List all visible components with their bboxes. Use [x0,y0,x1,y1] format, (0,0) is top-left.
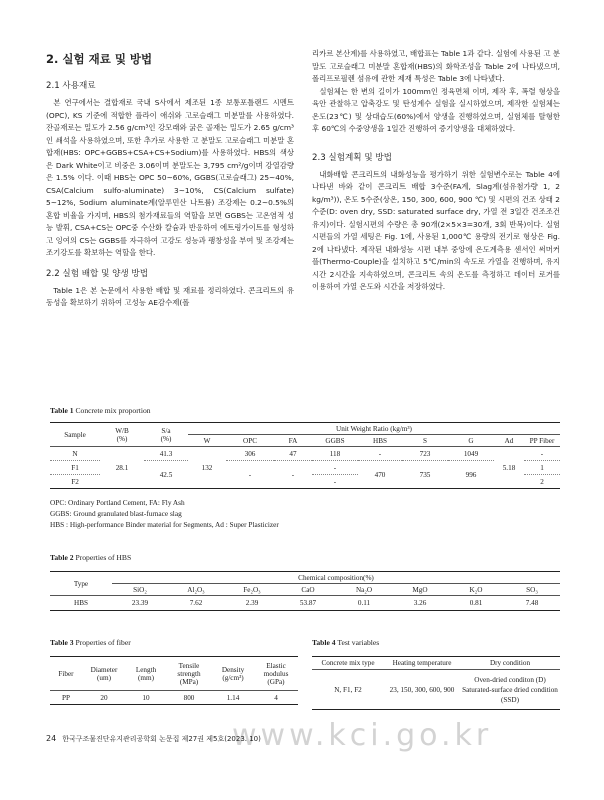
table1: Sample W/B (%) S/a (%) Unit Weight Ratio (kg/m³) W OPC FA GGBS HBS S G Ad PP Fiber N 28.1 41.3 132 306 47 118 - 723 1049 5.18 - F1 42.5 - - - 470 735 996 1 F2 - 2 [50,422,560,489]
table1-caption: Table 1 Concrete mix proportion [50,406,151,415]
watermark: www.kci.go.kr [232,718,493,753]
right-column [312,48,560,294]
paragraph-specimen: 실험체는 한 변의 길이가 100mm인 정육면체 이며, 제작 후, 폭렬 형상을 육안 관찰하고 압축강도 및 탄성계수 실험을 실시하였으며, 제작한 실험체는 온도(23℃) 및 상대습도(60%)에서 양생을 진행하였으며, 실험체를 탈형한 후 60℃의 수중양생을 1일간 진행하여 증기양생을 대체하였다. [312,86,560,133]
t1-h-sample: Sample [50,423,100,447]
subsection-title-2-1: 2.1 사용재료 [46,81,96,91]
table3: Fiber Diameter (um) Length (mm) Tensile strength (MPa) Density (g/cm³) Elastic modulus (GPa) PP 20 10 800 1.14 4 [50,656,298,705]
journal-name: 한국구조물진단유지관리공학회 논문집 제27권 제5호(2023. 10) [62,735,261,743]
page-footer [46,734,261,744]
paragraph-materials: 본 연구에서는 결합재로 국내 S사에서 제조된 1종 보통포틀랜드 시멘트(OPC), KS 기준에 적합한 플라이 애쉬와 고로슬래그 미분말를 사용하였다. 잔골재로는 밀도가 2.56 g/cm³인 강모래와 굵은 골재는 밀도가 2.65 g/cm³인 쇄석을 사용하였으며, 또한 추가로 사용한 고 분말도 고로슬래그 미분말 혼합재(HBS: OPC+GGBS+CSA+CS+Sodium)를 사용하였다. HBS의 색상은 Dark White이고 비중은 3.06이며 분말도는 3,795 cm²/g이며 강열감량은 1.5% 이다. 이때 HBS는 OPC 50~60%, GGBS(고로슬래그) 25~40%, CSA(Calcium sulfo-aluminate) 3~10%, CS(Calcium sulfate) 5~12%, Sodium aluminate계(알루민산 나트륨) 조강제는 0.2~0.5%의 혼합 비율을 가지며, HBS의 첨가재료들의 역할을 보면 GGBS는 고온염적 성능 발휘, CSA+CS는 OPC중 수산화 칼슘과 반응하여 에트링가이트를 형성하고 잉여의 CS는 GGBS를 자극하여 고강도 성능과 팽창성을 부여 및 조강제는 조기강도를 확보하는 역할을 한다. [46,98,294,257]
subsection-title-2-3: 2.3 실험계획 및 방법 [312,152,392,163]
t3-row-pp: PP 20 10 800 1.14 4 [50,691,298,705]
t1-row-f2: F2 - 2 [50,475,560,489]
subsection-title-2-2: 2.2 실험 배합 및 양생 방법 [46,268,149,279]
table3-caption: Table 3 Properties of fiber [50,638,131,647]
t4-row: N, F1, F2 23, 150, 300, 600, 900 Oven-dried conditon (D) Saturated-surface dried condition (SSD) [312,670,560,710]
t2-row-hbs: HBS 23.39 7.62 2.39 53.87 0.11 3.26 0.81 7.48 [50,596,560,611]
paragraph-mix-cont: 리카르 본산계)를 사용하였고, 배합표는 Table 1과 같다. 실험에 사용된 고 분말도 고로슬래그 미분말 혼합재(HBS)의 화학조성을 Table 2에 나타냈으며, 폴리프로필렌 섬유에 관한 제재 특성은 Table 3에 나타냈다. [312,49,560,83]
table2: Type Chemical composition(%) SiO₂ Al₂O₃ Fe₂O₃ CaO Na₂O MgO K₂O SO₃ HBS 23.39 7.62 2.39 53.87 0.11 3.26 0.81 7.48 [50,571,560,611]
t1-row-n: N 28.1 41.3 132 306 47 118 - 723 1049 5.18 - [50,447,560,461]
table4-caption: Table 4 Test variables [312,638,380,647]
table2-caption: Table 2 Properties of HBS [50,553,132,562]
paragraph-test-plan: 내화배합 콘크리트의 내화성능을 평가하기 위한 실험변수로는 Table 4에 나타낸 바와 같이 콘크리트 배합 3수준(FA계, Slag계(섬유첨가량 1, 2 kg/m³)), 온도 5수준(상온, 150, 300, 600, 900 ℃) 및 시편의 건조 상태 2수준(D: oven dry, SSD: saturated surface dry, 가열 전 3일간 건조조건 유지)이다. 실험시편의 수량은 총 90개(2×5×3=30개, 3회 반복)이다. 실험시편들의 가열 세팅은 Fig. 1에, 사용된 1,000℃ 용량의 전기로 형상은 Fig. 2에 나타냈다. 제작된 내화성능 시편 내부 중앙에 온도계측용 센서인 써머커플(Thermo-Couple)을 설치하고 5℃/min의 속도로 가열을 진행하며, 유지시간 2시간을 지속하였으며, 콘크리트 속의 온도를 측정하고 데이터 로거를 이용하여 가열 온도와 시간을 저장하였다. [312,169,560,291]
t1-row-f1: F1 42.5 - - - 470 735 996 1 [50,461,560,475]
page-number: 24 [46,734,57,743]
table4: Concrete mix type Heating temperature Dry condition N, F1, F2 23, 150, 300, 600, 900 Oven-dried conditon (D) Saturated-surface dried condition (SSD) [312,656,560,710]
table1-notes: OPC: Ordinary Portland Cement, FA: Fly Ash GGBS: Ground granulated blast-furnace slag HBS : High-performance Binder material for Segments, Ad : Super Plasticizer [50,498,279,529]
t1-h-uwr: Unit Weight Ratio (kg/m³) [188,423,560,435]
paragraph-mix: Table 1은 본 논문에서 사용한 배합 및 재료를 정리하였다. 콘크리트의 유동성을 확보하기 위하여 고성능 AE감수제(폴 [46,285,294,307]
section-title: 2. 실험 재료 및 방법 [46,52,153,66]
left-column [46,48,294,310]
